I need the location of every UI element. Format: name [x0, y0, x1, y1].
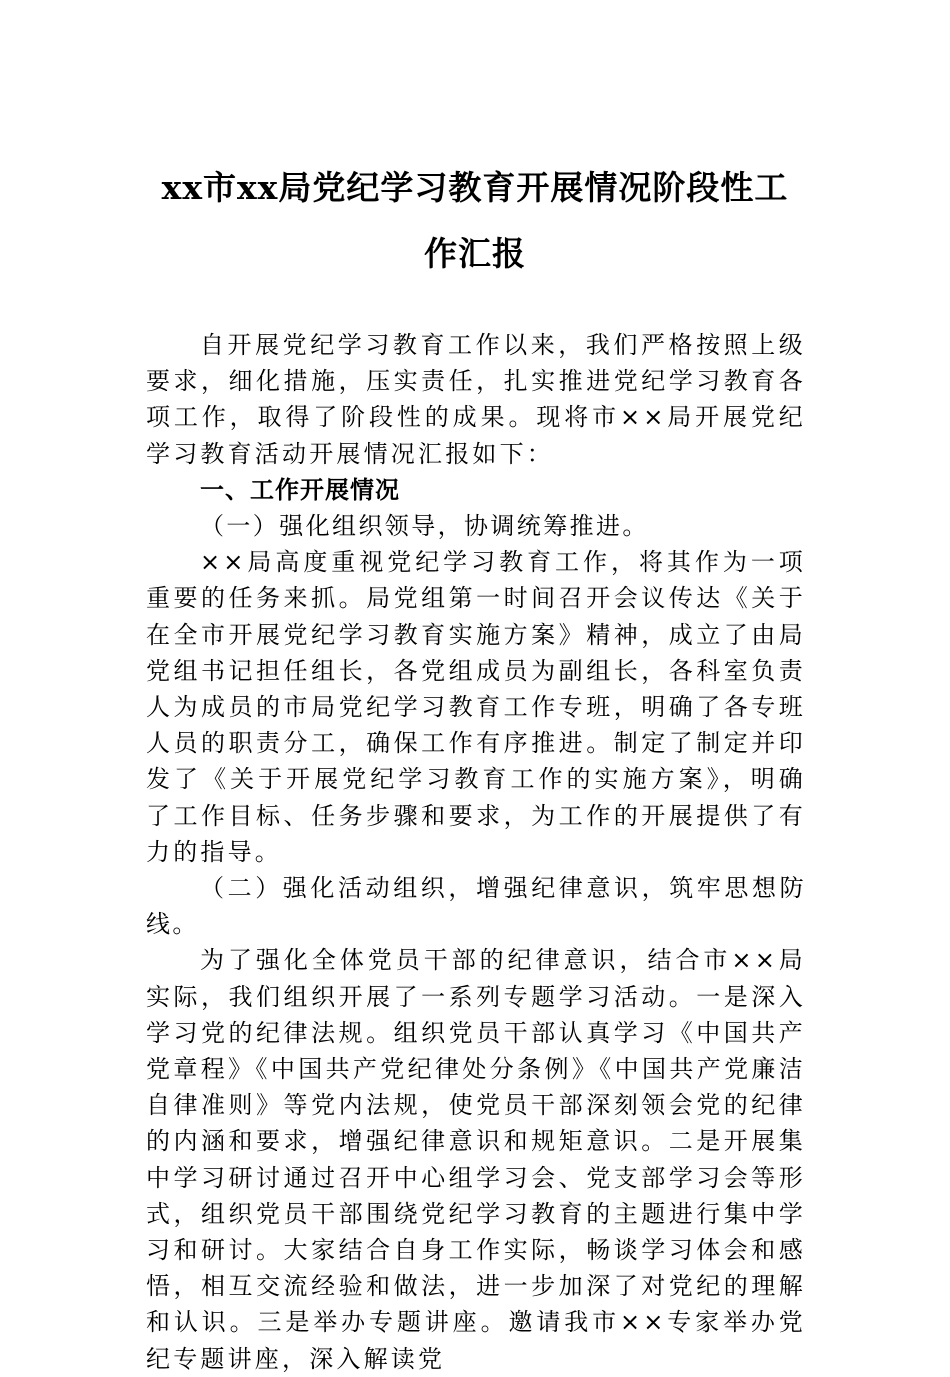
subsection-heading-2: （二）强化活动组织，增强纪律意识，筑牢思想防线。	[146, 874, 806, 939]
intro-paragraph: 自开展党纪学习教育工作以来，我们严格按照上级要求，细化措施，压实责任，扎实推进党纪学习教育各项工作，取得了阶段性的成果。现将市××局开展党纪学习教育活动开展情况汇报如下：	[146, 331, 806, 468]
document-body	[146, 327, 806, 1377]
section-heading-1: 一、工作开展情况	[200, 475, 400, 504]
subsection-2-paragraph: 为了强化全体党员干部的纪律意识，结合市××局实际，我们组织开展了一系列专题学习活动。一是深入学习党的纪律法规。组织党员干部认真学习《中国共产党章程》《中国共产党纪律处分条例》《中国共产党廉洁自律准则》等党内法规，使党员干部深刻领会党的纪律的内涵和要求，增强纪律意识和规矩意识。二是开展集中学习研讨通过召开中心组学习会、党支部学习会等形式，组织党员干部围绕党纪学习教育的主题进行集中学习和研讨。大家结合自身工作实际，畅谈学习体会和感悟，相互交流经验和做法，进一步加深了对党纪的理解和认识。三是举办专题讲座。邀请我市××专家举办党纪专题讲座，深入解读党	[146, 946, 806, 1373]
subsection-1-paragraph: ××局高度重视党纪学习教育工作，将其作为一项重要的任务来抓。局党组第一时间召开会议传达《关于在全市开展党纪学习教育实施方案》精神，成立了由局党组书记担任组长，各党组成员为副组长，各科室负责人为成员的市局党纪学习教育工作专班，明确了各专班人员的职责分工，确保工作有序推进。制定了制定并印发了《关于开展党纪学习教育工作的实施方案》，明确了工作目标、任务步骤和要求，为工作的开展提供了有力的指导。	[146, 548, 806, 866]
document-title-line-1: xx市xx局党纪学习教育开展情况阶段性工	[161, 168, 789, 207]
subsection-heading-1: （一）强化组织领导，协调统筹推进。	[200, 512, 649, 541]
document-title-line-2: 作汇报	[424, 234, 526, 273]
